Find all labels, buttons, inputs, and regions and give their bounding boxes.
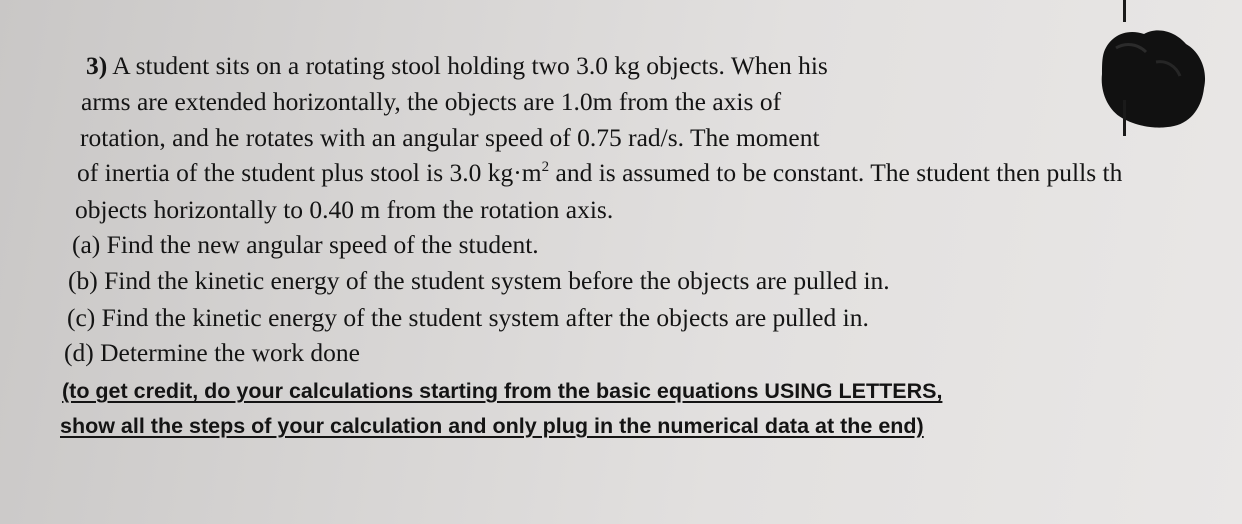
hanging-cord (1123, 0, 1126, 22)
hanging-cord-lower (1123, 100, 1126, 136)
problem-line-4-b: and is assumed to be constant. The student then pulls th (549, 158, 1123, 187)
problem-line-3: rotation, and he rotates with an angular speed of 0.75 rad/s. The moment (80, 123, 820, 152)
problem-line-5: objects horizontally to 0.40 m from the rotation axis. (75, 195, 614, 224)
part-d: (d) Determine the work done (64, 338, 360, 367)
part-b: (b) Find the kinetic energy of the student system before the objects are pulled in. (68, 266, 890, 295)
problem-line-1-text: A student sits on a rotating stool holding two 3.0 kg objects. When his (107, 51, 828, 80)
part-a: (a) Find the new angular speed of the student. (72, 230, 539, 259)
part-c: (c) Find the kinetic energy of the student system after the objects are pulled in. (67, 303, 869, 332)
problem-line-1 (86, 53, 828, 79)
squared-exponent: 2 (541, 159, 550, 175)
problem-line-2: arms are extended horizontally, the objects are 1.0m from the axis of (81, 87, 782, 116)
problem-number: 3) (86, 51, 108, 80)
problem-line-4-a: of inertia of the student plus stool is 3.0 kg·m (77, 158, 542, 187)
credit-note-line-1: (to get credit, do your calculations starting from the basic equations USING LETTERS, (62, 379, 943, 403)
credit-note-line-2: show all the steps of your calculation and only plug in the numerical data at the end) (60, 414, 924, 438)
hand-object-icon (1096, 22, 1208, 130)
problem-line-4 (77, 160, 1122, 186)
